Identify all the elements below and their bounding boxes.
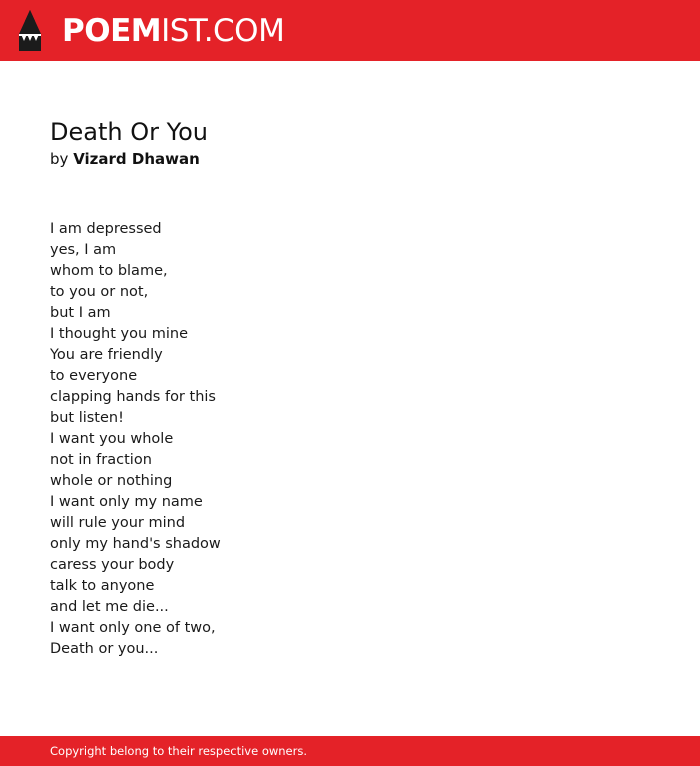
copyright-text: Copyright belong to their respective owners.	[50, 744, 308, 758]
brand-light: IST.COM	[161, 13, 285, 49]
byline-prefix: by	[50, 150, 69, 168]
site-header	[0, 0, 700, 61]
poem-line: I want you whole	[50, 431, 174, 447]
poem-byline	[50, 148, 200, 170]
poem-body	[50, 219, 221, 660]
poem-line: whom to blame,	[50, 263, 168, 279]
poem-line: I thought you mine	[50, 326, 189, 342]
poem-line: but listen!	[50, 410, 124, 426]
poem-line: to you or not,	[50, 284, 149, 300]
pencil-logo-icon[interactable]	[17, 9, 43, 52]
poem-line: to everyone	[50, 368, 138, 384]
brand-bold: POEM	[62, 13, 162, 49]
poem-line: Death or you...	[50, 641, 159, 657]
poem-line: clapping hands for this	[50, 389, 216, 405]
site-footer	[0, 736, 700, 766]
poem-line: not in fraction	[50, 452, 152, 468]
poem-line: You are friendly	[50, 347, 163, 363]
poem-line: I am depressed	[50, 221, 162, 237]
poem-line: will rule your mind	[50, 515, 186, 531]
poem-author: Vizard Dhawan	[73, 150, 200, 168]
poem-line: and let me die...	[50, 599, 169, 615]
poem-line: caress your body	[50, 557, 175, 573]
poem-line: talk to anyone	[50, 578, 155, 594]
poem-title: Death Or You	[50, 118, 208, 146]
poem-line: but I am	[50, 305, 111, 321]
poem-line: I want only one of two,	[50, 620, 216, 636]
poem-line: yes, I am	[50, 242, 117, 258]
poem-line: only my hand's shadow	[50, 536, 221, 552]
poem-line: I want only my name	[50, 494, 203, 510]
poem-line: whole or nothing	[50, 473, 173, 489]
site-brand-link[interactable]	[62, 12, 284, 50]
